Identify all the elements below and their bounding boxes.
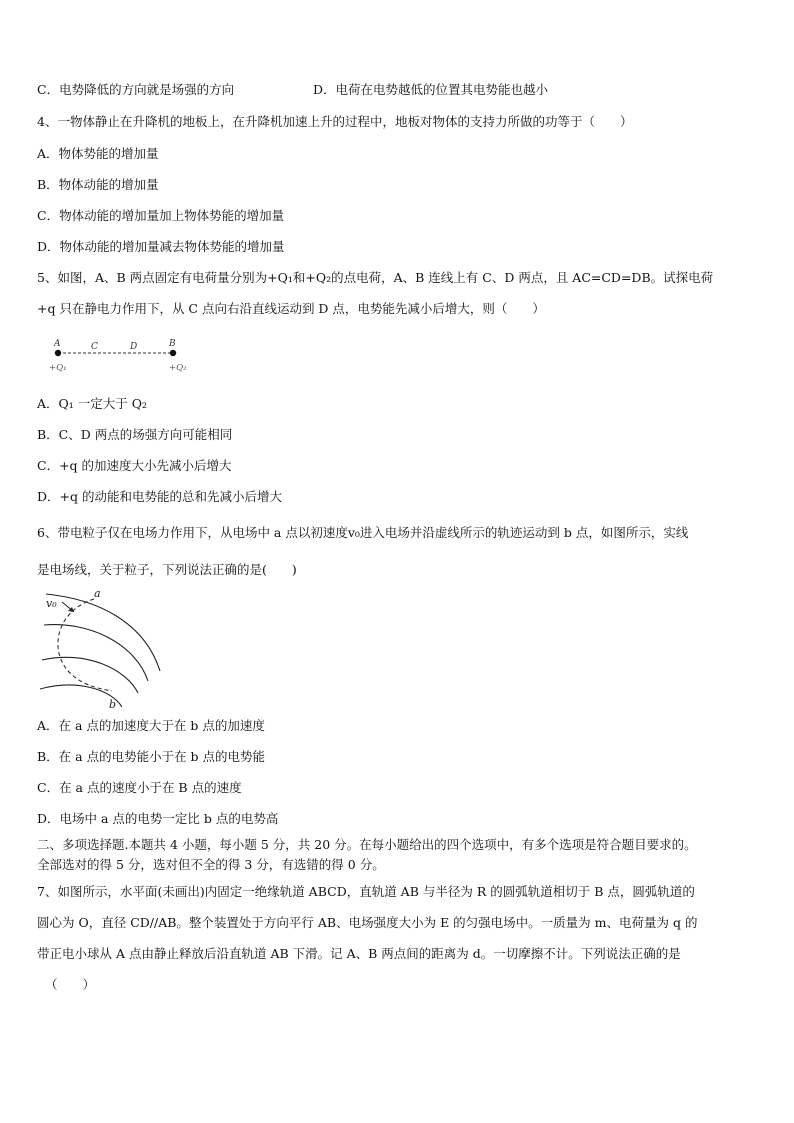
q3-option-d: D．电荷在电势越低的位置其电势能也越小 — [313, 82, 549, 97]
q5-label-c: C — [91, 342, 98, 352]
q5-option-a: A．Q₁ 一定大于 Q₂ — [37, 396, 147, 411]
section2-instructions-line2: 全部选对的得 5 分，选对但不全的得 3 分，有选错的得 0 分。 — [37, 857, 385, 872]
q6-field-line-1 — [46, 594, 160, 671]
q5-label-q2: +Q₂ — [169, 363, 187, 373]
q6-option-b: B．在 a 点的电势能小于在 b 点的电势能 — [37, 749, 266, 764]
q5-charge-a-dot — [55, 350, 61, 356]
q6-trajectory-dashed — [58, 599, 112, 691]
q5-option-b: B．C、D 两点的场强方向可能相同 — [37, 427, 233, 442]
q7-stem-line2: 圆心为 O，直径 CD//AB。整个装置处于方向平行 AB、电场强度大小为 E 的匀强电场中。一质量为 m、电荷量为 q 的 — [37, 915, 698, 930]
q5-stem-line1: 5、如图，A、B 两点固定有电荷量分别为+Q₁和+Q₂的点电荷，A、B 连线上有 C、D 两点，且 AC=CD=DB。试探电荷 — [37, 270, 714, 285]
q5-label-b: B — [169, 339, 176, 349]
q5-label-q1: +Q₁ — [49, 363, 67, 373]
q6-option-c: C．在 a 点的速度小于在 B 点的速度 — [37, 780, 242, 795]
q5-stem-line2: +q 只在静电力作用下，从 C 点向右沿直线运动到 D 点，电势能先减小后增大，则（ ） — [37, 301, 545, 316]
q6-field-lines-figure — [36, 585, 166, 713]
q7-stem-line1: 7、如图所示，水平面(未画出)内固定一绝缘轨道 ABCD，直轨道 AB 与半径为 R 的圆弧轨道相切于 B 点，圆弧轨道的 — [37, 884, 695, 899]
q6-label-v0: v₀ — [46, 597, 57, 610]
q6-label-b: b — [109, 698, 117, 711]
q4-option-c: C．物体动能的增加量加上物体势能的增加量 — [37, 208, 285, 223]
q4-option-a: A．物体势能的增加量 — [37, 146, 159, 161]
q5-label-a: A — [54, 339, 61, 349]
q6-option-d: D．电场中 a 点的电势一定比 b 点的电势高 — [37, 811, 279, 826]
q6-label-a: a — [94, 587, 101, 600]
q4-option-b: B．物体动能的增加量 — [37, 177, 159, 192]
q6-option-a: A．在 a 点的加速度大于在 b 点的加速度 — [37, 718, 265, 733]
q4-stem: 4、一物体静止在升降机的地板上，在升降机加速上升的过程中，地板对物体的支持力所做的功等于（ ） — [37, 114, 633, 129]
q4-option-d: D．物体动能的增加量减去物体势能的增加量 — [37, 239, 285, 254]
q6-stem-line1: 6、带电粒子仅在电场力作用下，从电场中 a 点以初速度v₀进入电场并沿虚线所示的轨迹运动到 b 点，如图所示，实线 — [37, 525, 689, 540]
q6-stem-line2: 是电场线，关于粒子，下列说法正确的是( ) — [37, 562, 297, 577]
q5-option-c: C．+q 的加速度大小先减小后增大 — [37, 458, 232, 473]
q5-charge-b-dot — [170, 350, 176, 356]
q5-charges-figure — [45, 336, 205, 376]
section2-instructions-line1: 二、多项选择题.本题共 4 小题，每小题 5 分，共 20 分。在每小题给出的四个选项中，有多个选项是符合题目要求的。 — [37, 837, 697, 852]
q5-option-d: D．+q 的动能和电势能的总和先减小后增大 — [37, 489, 282, 504]
q7-stem-line3: 带正电小球从 A 点由静止释放后沿直轨道 AB 下滑。记 A、B 两点间的距离为 d。一切摩擦不计。下列说法正确的是 — [37, 946, 681, 961]
q5-label-d: D — [130, 342, 138, 352]
q7-answer-bracket: （ ） — [45, 977, 96, 992]
q3-option-c: C．电势降低的方向就是场强的方向 — [37, 82, 235, 97]
